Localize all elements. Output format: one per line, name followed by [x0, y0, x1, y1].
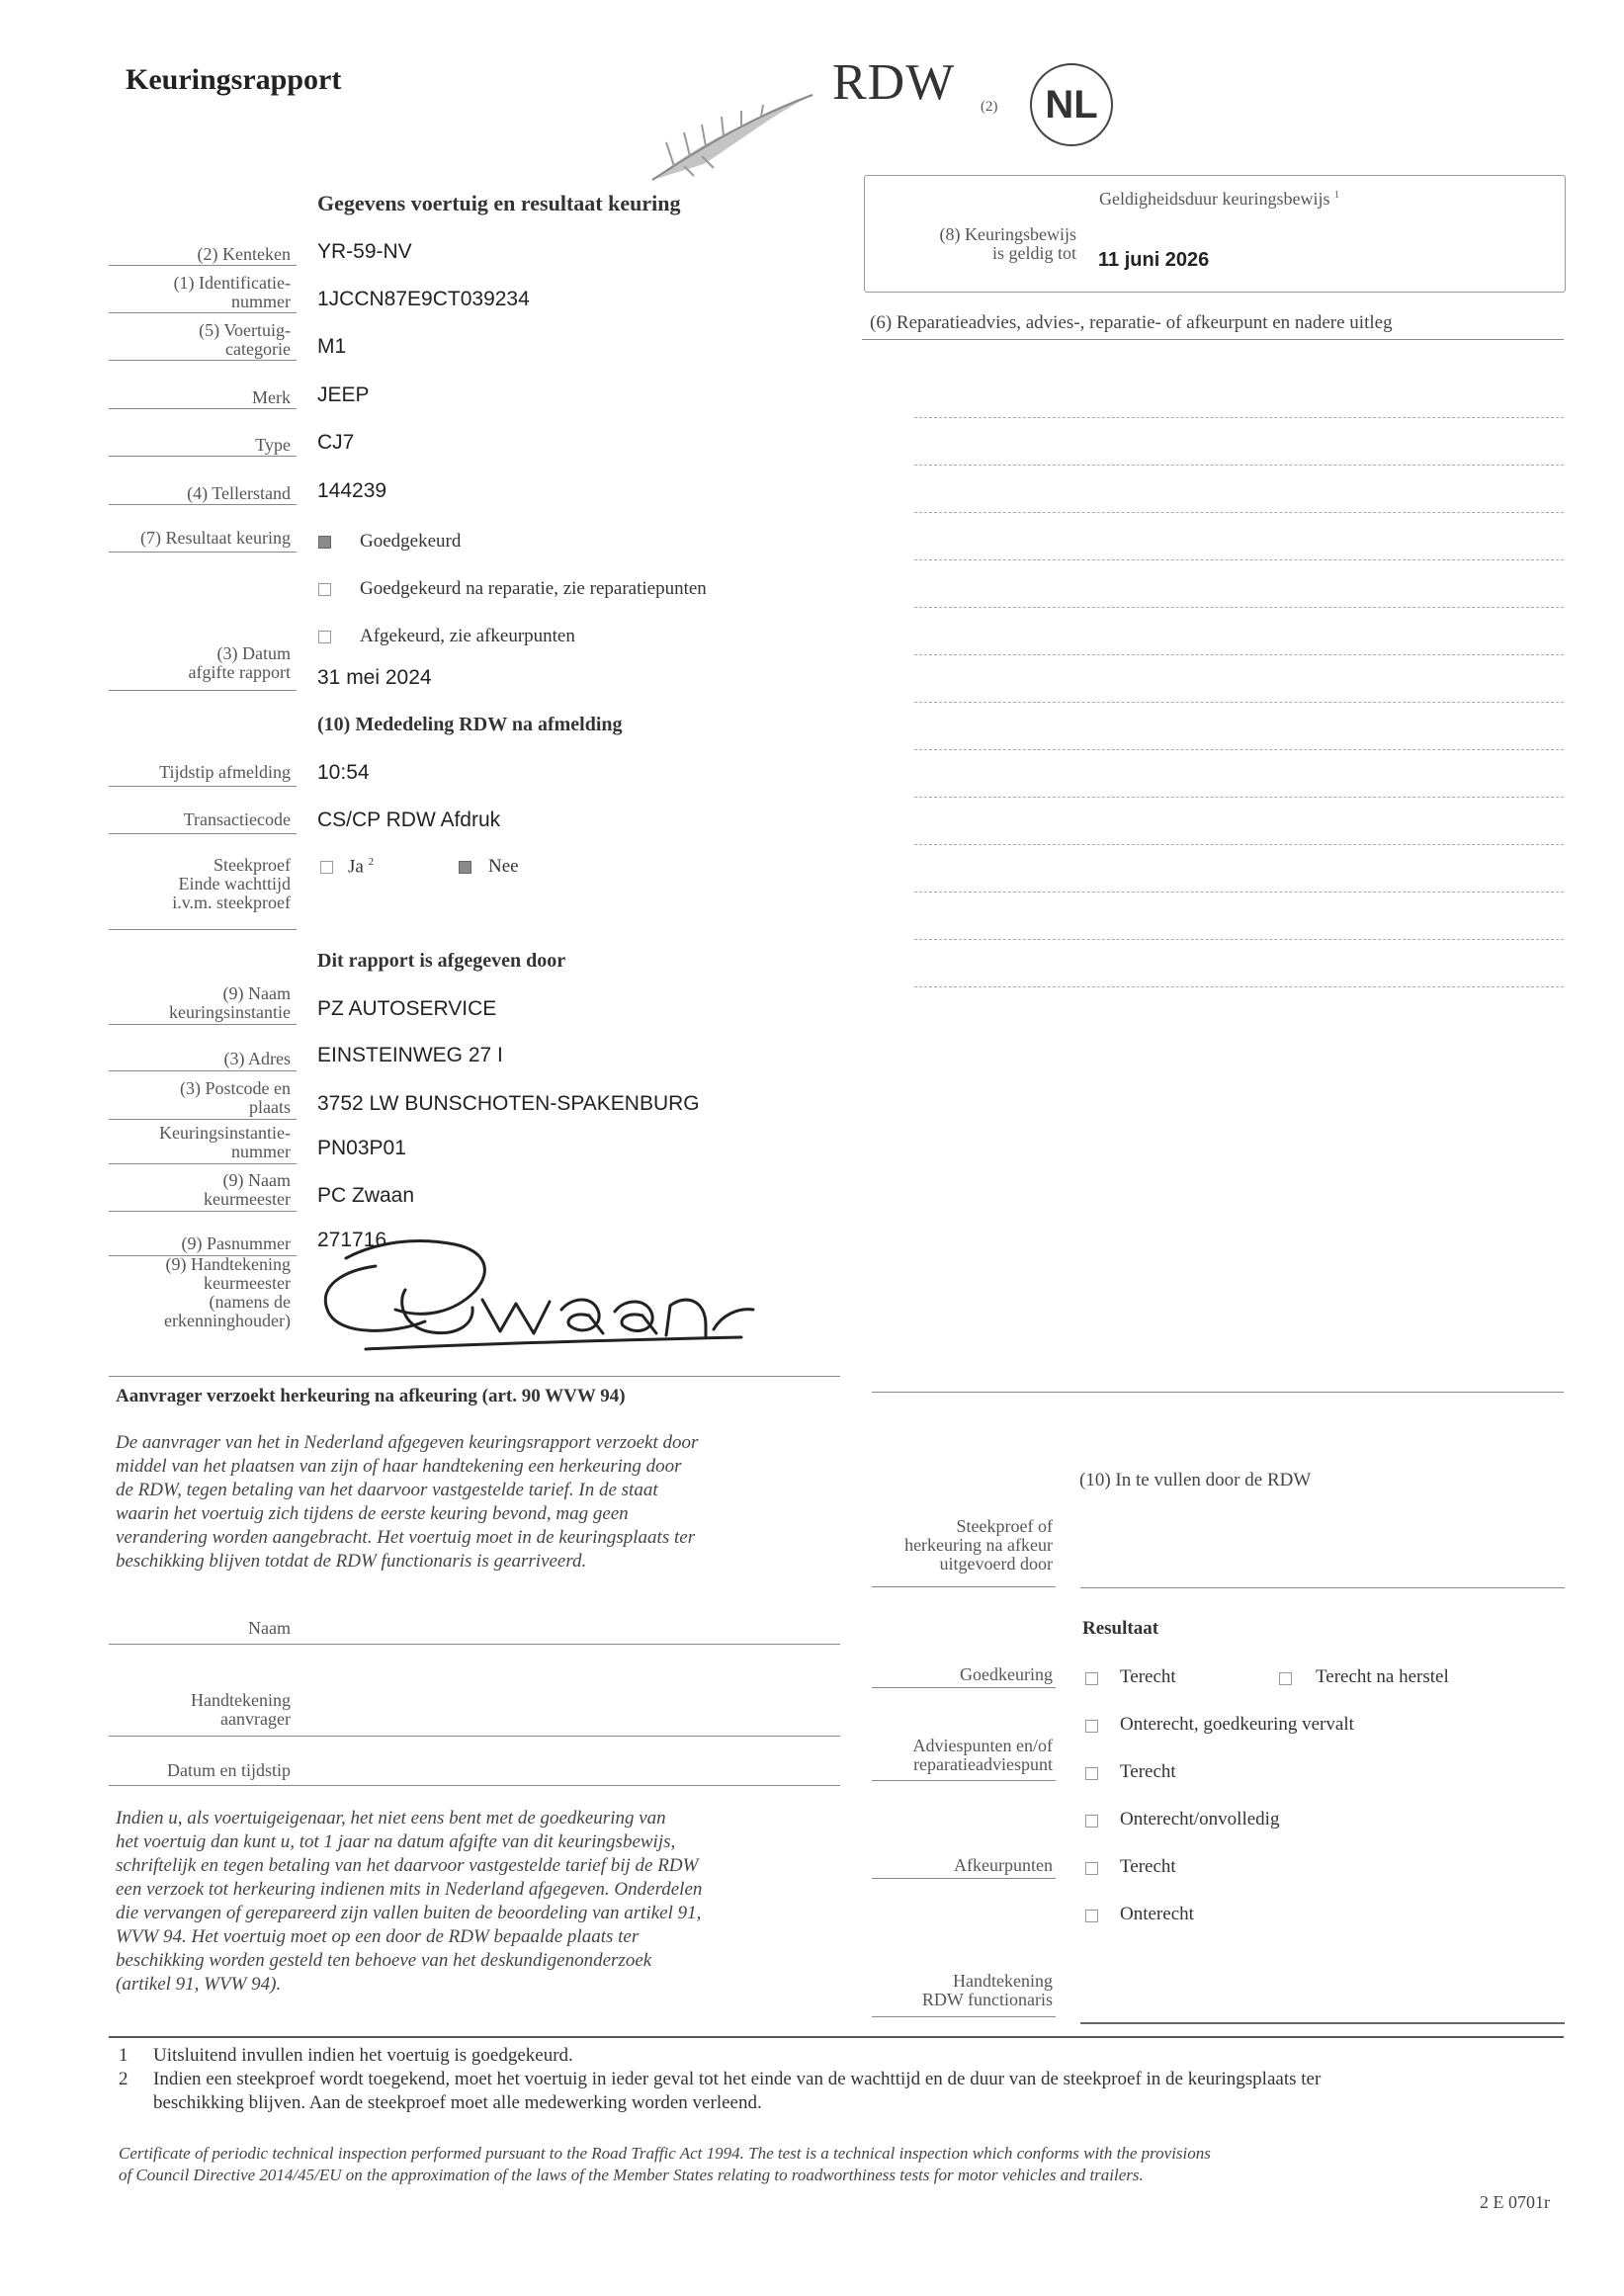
vehicle-field-value: 1JCCN87E9CT039234	[317, 288, 530, 310]
reject-unjustified-text: Onterecht	[1120, 1904, 1194, 1924]
advice-write-line	[914, 939, 1564, 940]
approval-justified-text: Terecht	[1120, 1666, 1176, 1687]
date-issue-value: 31 mei 2024	[317, 666, 432, 689]
country-code-badge	[1030, 63, 1113, 146]
date-issue-label: (3) Datum afgifte rapport	[188, 643, 291, 682]
issuer-field-label: (9) Naam keuringsinstantie	[169, 983, 291, 1022]
advice-write-line	[914, 559, 1564, 560]
vehicle-field-value: YR-59-NV	[317, 240, 412, 263]
advice-justified-checkbox[interactable]	[1085, 1767, 1098, 1780]
advice-write-line	[914, 417, 1564, 418]
issuer-field-label: (3) Adres	[223, 1049, 291, 1068]
rdw-official-signature-label: Handtekening RDW functionaris	[921, 1971, 1053, 2009]
country-footnote-ref: (2)	[981, 99, 998, 115]
advice-write-line	[914, 892, 1564, 893]
time-deregistration-value: 10:54	[317, 761, 370, 784]
applicant-signature-label: Handtekening aanvrager	[191, 1690, 291, 1729]
result-option-checkbox[interactable]	[318, 631, 331, 643]
approval-justified-checkbox[interactable]	[1085, 1672, 1098, 1685]
approval-unjustified-checkbox[interactable]	[1085, 1720, 1098, 1733]
issuer-field-label: (9) Pasnummer	[181, 1233, 291, 1253]
transaction-code-label: Transactiecode	[183, 809, 291, 829]
result-option-checkbox[interactable]	[318, 583, 331, 596]
sample-yes-checkbox[interactable]	[320, 861, 333, 874]
vehicle-field-value: JEEP	[317, 383, 370, 406]
country-code: NL	[1045, 83, 1098, 127]
advice-write-line	[914, 986, 1564, 987]
rdw-feather-logo-icon	[644, 77, 817, 186]
vehicle-field-label: (4) Tellerstand	[187, 483, 291, 503]
inspector-signature-image	[306, 1231, 761, 1364]
sample-yes-text: Ja $^2$	[348, 856, 375, 878]
issuer-field-value: EINSTEINWEG 27 I	[317, 1044, 503, 1066]
issuer-field-label: Keuringsinstantie- nummer	[159, 1123, 291, 1161]
result-option-checkbox[interactable]	[318, 536, 331, 549]
notice-section-heading: (10) Mededeling RDW na afmelding	[317, 714, 623, 735]
advice-justified-text: Terecht	[1120, 1761, 1176, 1782]
reinspection-paragraph-2: Indien u, als voertuigeigenaar, het niet eens bent met de goedkeuring van het voertuig dan kunt u, tot 1 jaar na datum afgifte van dit keuringsbewijs, schriftelijk en tegen betaling van het daarvoor vastgestelde tarief bij de RDW een verzoek tot herkeuring indienen mits in Nederland afgegeven. Onderdelen die vervangen of gerepareerd zijn vallen buiten de beoordeling van artikel 91, WVW 94. Het voertuig moet op een door de RDW bepaalde plaats ter beschikking worden gesteld ten behoeve van het deskundigenonderzoek (artikel 91, WVW 94).	[116, 1808, 703, 1995]
inspector-signature-label: (9) Handtekening keurmeester (namens de erkenninghouder)	[164, 1254, 291, 1330]
advice-write-line	[914, 797, 1564, 798]
result-option-text: Afgekeurd, zie afkeurpunten	[360, 626, 575, 646]
certificate-statement: Certificate of periodic technical inspection performed pursuant to the Road Traffic Act 1994. The test is a technical inspection which conforms with the provisions of Council Directive 2014/45/EU on the approximation of the laws of the Member States relating to roadworthiness tests for motor vehicles and trailers.	[119, 2144, 1211, 2184]
advice-write-line	[914, 465, 1564, 466]
vehicle-section-heading: Gegevens voertuig en resultaat keuring	[317, 191, 681, 215]
reinspection-heading: Aanvrager verzoekt herkeuring na afkeuring (art. 90 WVW 94)	[116, 1386, 626, 1406]
approval-after-repair-checkbox[interactable]	[1279, 1672, 1292, 1685]
vehicle-field-label: (1) Identificatie- nummer	[173, 273, 291, 311]
vehicle-field-label: (5) Voertuig- categorie	[199, 320, 291, 359]
sample-no-text: Nee	[488, 856, 519, 877]
reinspection-paragraph: De aanvrager van het in Nederland afgegeven keuringsrapport verzoekt door middel van het plaatsen van zijn of haar handtekening een herkeuring door de RDW, tegen betaling van het daarvoor vastgestelde tarief. In de staat waarin het voertuig zich tijdens de eerste keuring bevond, mag geen verandering worden aangebracht. Het voertuig moet in de keuringsplaats ter beschikking blijven totdat de RDW functionaris is gearriveerd.	[116, 1432, 699, 1572]
sample-label: Steekproef Einde wachttijd i.v.m. steekproef	[172, 855, 291, 912]
sample-no-checkbox[interactable]	[459, 861, 471, 874]
issuer-field-value: 3752 LW BUNSCHOTEN-SPAKENBURG	[317, 1092, 700, 1115]
issuer-field-value: PN03P01	[317, 1137, 406, 1159]
reject-unjustified-checkbox[interactable]	[1085, 1910, 1098, 1922]
issuer-field-value: 271716	[317, 1229, 387, 1251]
time-deregistration-label: Tijdstip afmelding	[159, 762, 291, 782]
reject-justified-text: Terecht	[1120, 1856, 1176, 1877]
approval-label: Goedkeuring	[960, 1664, 1053, 1684]
issuer-field-label: (9) Naam keurmeester	[204, 1170, 291, 1209]
result-option-text: Goedgekeurd na reparatie, zie reparatiepunten	[360, 578, 707, 599]
validity-date-value: 11 juni 2026	[1098, 249, 1210, 271]
issuer-section-heading: Dit rapport is afgegeven door	[317, 950, 566, 972]
vehicle-field-value: M1	[317, 335, 347, 358]
result-label: (7) Resultaat keuring	[140, 528, 291, 548]
advice-points-label: Adviespunten en/of reparatieadviespunt	[912, 1736, 1053, 1774]
advice-write-line	[914, 607, 1564, 608]
advice-write-line	[914, 512, 1564, 513]
advice-write-line	[914, 654, 1564, 655]
vehicle-field-label: (2) Kenteken	[197, 244, 291, 264]
report-title: Keuringsrapport	[126, 63, 342, 96]
reject-points-label: Afkeurpunten	[954, 1855, 1053, 1875]
approval-after-repair-text: Terecht na herstel	[1316, 1666, 1449, 1687]
vehicle-field-value: CJ7	[317, 431, 355, 454]
rdw-sample-label: Steekproef of herkeuring na afkeur uitgevoerd door	[904, 1516, 1053, 1573]
advice-write-line	[914, 749, 1564, 750]
validity-heading: Geldigheidsduur keuringsbewijs $^1$	[1099, 189, 1339, 209]
approval-unjustified-text: Onterecht, goedkeuring vervalt	[1120, 1714, 1354, 1735]
reject-justified-checkbox[interactable]	[1085, 1862, 1098, 1875]
form-code: 2 E 0701r	[1480, 2192, 1550, 2212]
rdw-logo-text: RDW	[832, 54, 956, 111]
footnotes: 1 Uitsluitend invullen indien het voertuig is goedgekeurd. 2 Indien een steekproef wordt toegekend, moet het voertuig in ieder geval tot het einde van de wachttijd en de duur van de steekproef in de keuringsplaats ter beschikking blijven. Aan de steekproef moet alle medewerking worden verleend.	[119, 2045, 1322, 2113]
issuer-field-value: PZ AUTOSERVICE	[317, 997, 497, 1020]
advice-write-line	[914, 844, 1564, 845]
rdw-result-heading: Resultaat	[1082, 1618, 1159, 1639]
vehicle-field-label: Type	[255, 435, 291, 455]
transaction-code-value: CS/CP RDW Afdruk	[317, 808, 501, 831]
repair-advice-heading: (6) Reparatieadvies, advies-, reparatie- of afkeurpunt en nadere uitleg	[870, 312, 1393, 333]
vehicle-field-label: Merk	[252, 387, 291, 407]
advice-incomplete-checkbox[interactable]	[1085, 1815, 1098, 1828]
datetime-label: Datum en tijdstip	[167, 1760, 291, 1780]
issuer-field-value: PC Zwaan	[317, 1184, 415, 1207]
advice-write-line	[914, 702, 1564, 703]
result-option-text: Goedgekeurd	[360, 531, 462, 552]
rdw-section-heading: (10) In te vullen door de RDW	[1079, 1470, 1312, 1490]
advice-incomplete-text: Onterecht/onvolledig	[1120, 1809, 1280, 1829]
validity-label: (8) Keuringsbewijs is geldig tot	[939, 224, 1076, 263]
issuer-field-label: (3) Postcode en plaats	[180, 1078, 291, 1117]
applicant-name-label: Naam	[248, 1618, 291, 1638]
vehicle-field-value: 144239	[317, 479, 387, 502]
